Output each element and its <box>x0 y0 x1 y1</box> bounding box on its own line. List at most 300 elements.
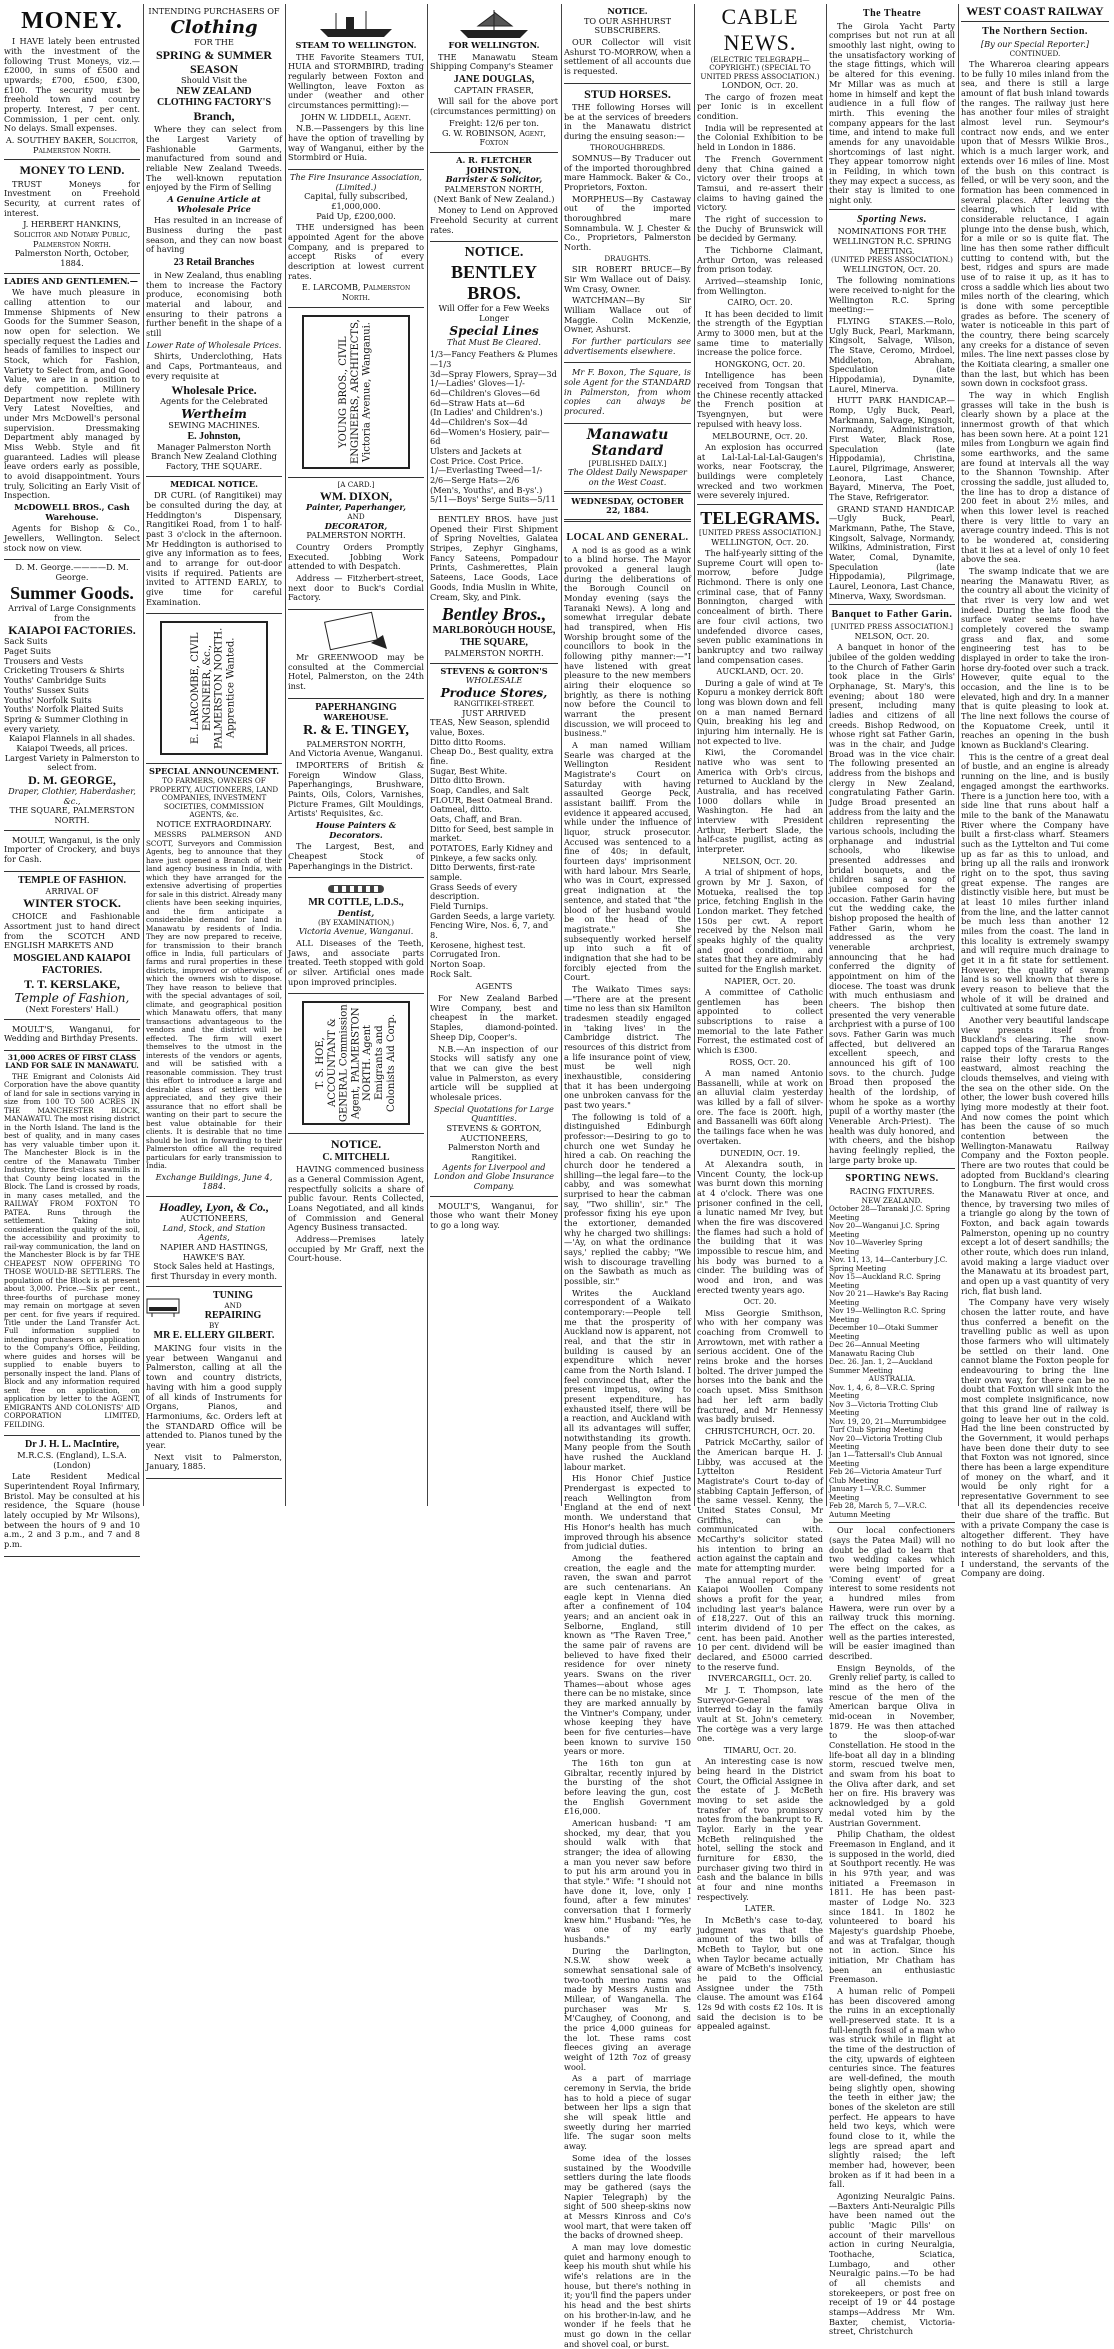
draughts: DRAUGHTS. <box>604 253 651 263</box>
kerslake-sub: Temple of Fashion, <box>14 990 130 1005</box>
banquet-section <box>829 609 955 1165</box>
wertheim-title: Wertheim <box>181 407 247 422</box>
collector-body: OUR Collector will visit Ashurst TO-MORROW, when a settlement of all accounts due is requested. <box>564 37 691 77</box>
dateline-christchurch: CHRISTCHURCH, Oct. 20. <box>704 1426 816 1436</box>
manawatu-body: THE Manawatu Steam Shipping Company's Steamer <box>430 51 558 72</box>
season: SEASON <box>189 61 239 76</box>
special-to: TO FARMERS, OWNERS OF PROPERTY, AUCTIONEERS, LAND COMPANIES, INVESTMENT SOCIETIES, COMMISSION AGENTS, &c. <box>149 776 279 820</box>
agents-line: Agents for the Celebrated <box>160 396 268 407</box>
local-p6: His Honor Chief Justice Prendergast is expected to reach Wellington from England at the end of next month. We understand that His Honor's health has much improved through his absence from judicial duties. <box>564 1473 691 1552</box>
tel-p6: A man named Antonio Bassanelli, while at work on an alluvial claim yesterday was killed by a fall of silver-ore. The face is 200ft. high, and Bassanelli was 60ft along the tailings face when he was overtaken. <box>697 1068 823 1146</box>
theatre-section <box>829 8 955 206</box>
rail-p4: This is the centre of a great deal of bustle, and an engine is already running on the line, and is busily engaged amongst the earthworks. There is a junction here too, with a side line that runs about half a mile to the bank of the Manawatu River where the Company have built a first-class wharf. Steamers such as the Lyttelton and Tui come up as far as this to unload, and bring up all the rails and ironwork right on to the spot, thus saving great expense. The ranges are distinctly visible here, but must be at least 10 miles further inland from the line, and the latter cannot be much less than another 12 miles from the coast. The land in this locality is extremely swampy and will require much drainage to get it in a fit state for settlement. However, the quality of swamp land is so well known that there is every reason to believe that the whole of it will be drained and cultivated at some future date. <box>961 751 1109 1014</box>
must-cleared: That Must Be Cleared. <box>447 336 541 347</box>
medical-body: DR CURL (of Rangitikei) may be consulted during the day, at Heddington's Dispensary, Rangitikei Road, from 1 to half-past 3 o'clock in the afternoon. Mr Heddington is authorised to give any information as to fees, and to arrange for out-door visits if required. Patients are invited to ATTEND EARLY, to give time for careful Examination. <box>146 490 282 607</box>
sg-addr: Palmerston North and Rangitikei. <box>447 1142 541 1162</box>
branch-body: Where they can select from the Largest Variety of Fashionable Garments, manufactured from sound and reliable New Zealand Tweeds. The well-known reputation enjoyed by the Firm of Selling <box>146 124 282 193</box>
rail-p2: The way in which English grasses will take in the bush is clearly shown by a place at the innermost growth of that which has been sown here. At a point 121 miles from Longburn we again find some earthworks, and the same are found at intervals all the way to the Shannon Township. After crossing the saddle, just alluded to, the line has to drop a distance of 200 feet in about 2½ miles, and when this lower level is reached there is very little to vary an average country indeed. This is not to be wondered at, considering that it lies at a level of only 10 feet above the sea. <box>961 389 1109 565</box>
sporting-title: Sporting News. <box>857 213 927 225</box>
telegrams-upa: [UNITED PRESS ASSOCIATION.] <box>699 528 821 538</box>
gilbert-name: MR E. ELLERY GILBERT. <box>153 1330 275 1342</box>
issue-date: WEDNESDAY, OCTOBER 22, 1884. <box>571 495 684 516</box>
dateline-ross: ROSS, Oct. 20. <box>729 1057 791 1067</box>
greenwood-advert <box>288 610 424 699</box>
bentley-body: BENTLEY BROS. have just Opened their First Shipment of Spring Novelties, Galatea Stripes, Zephyr Ginghams, Fancy Sateens, Pompadour Prints, Cashmerettes, Plain Sateens, Lace Goods, Lace Goods, India Muslin in White, Cream, Sky, and Pink. <box>430 514 558 602</box>
winter-stock: WINTER STOCK. <box>23 896 121 911</box>
cable-title: CABLE NEWS. <box>721 4 799 55</box>
johnston-advert <box>430 153 558 242</box>
conf-para: Our local confectioners (says the Patea Mail) will no doubt be glad to learn that two wedding cakes which were being imported for a 'Coming event' of great interest to some residents not a hundred miles from Hawera, were run over by a railway truck this morning. The effect on the cakes, as well as the parties interested, will be easier imagined than described. <box>829 1525 955 1662</box>
moult-advert-2 <box>4 1020 140 1051</box>
tingey-addr: PALMERSTON NORTH, <box>306 738 406 749</box>
notice-advert <box>564 4 691 84</box>
moult-text-1: MOULT, Wanganui, is the only Importer of Crockery, and buys for Cash. <box>4 834 140 865</box>
rail-p5: Another very beautiful landscape view presents itself from Buckland's clearing. The snow-capped tops of the Tararua Ranges raise their lofty crests to the eastward, almost reaching the clouds themselves, and vieing with the sea on the other side. On the other, the lower bush covered hills lying more modestly at their foot. And now comes the point which has been the cause of so much contention between the Wellington-Manawatu Railway Company and the Foxton people. There are two routes that could be adopted from Buckland's clearing to Longburn. The first would cross the Manawatu River at once, and thence, by traversing two miles of a triangle go along by the town of Foxton, and back again towards Palmerston, opening up no country except a lot of desert sandhills; the other route, which does run inland, avoid making a large viaduct over the Manawatu at its broadest part, and open up a vast quantity of very rich, flat bush land. <box>961 1014 1109 1296</box>
cable-news <box>697 4 823 501</box>
johnston-money: Money to Lend on Approved Freehold Security at current rates. <box>430 205 558 235</box>
greenwood-body: Mr GREENWOOD may be consulted at the Commercial Hotel, Palmerston, on the 24th inst. <box>288 651 424 691</box>
sporting-section <box>829 214 955 602</box>
should-visit: Should Visit the <box>180 74 248 85</box>
cable-p1: The cargo of frozen meat per Ionic is in excellent condition. <box>697 91 823 122</box>
sporting2-title: SPORTING NEWS. <box>845 1173 939 1185</box>
tel-p11: Mr J. T. Thompson, late Surveyor-General was interred to-day in the family vault at St. John's cemetery. The cortège was a very large one. <box>697 1684 823 1744</box>
tingey-stock: The Largest, Best, and Cheapest Stock of Paperhangings in the District. <box>288 841 424 871</box>
produce-list: TEAS, New Season, splendid value, Boxes. Ditto ditto Rooms. Cheap Do., Best quality, extra fine. Sugar, Best White. Ditto ditto Brown. Soap, Candles, and Salt FLOUR, Best Oatmeal Brand. Oatmeal, ditto. Oats, Chaff, and Bran. Ditto for Seed, best sample in market. POTATOES, Early Kidney and Pinkeye, a few sacks only. Ditto Derwents, first-rate sample. Grass Seeds of every description. Field Turnips. Garden Seeds, a large variety. Fencing Wire, Nos. 6, 7, and 8. Kerosene, highest test. Corrugated Iron. Norton Soap. Rock Salt. <box>430 717 556 979</box>
tingey-name: R. & E. TINGEY, <box>303 723 409 739</box>
local-p4: The following is told of a distinguished Edinburgh professor:—Desiring to go to church one wet Sunday he hired a cab. On reaching the church door he tendered a shilling—the legal fare—to the cabby, and was somewhat surprised to hear the cabman say, "Two shillin', sir." The professor fixing his eye upon the extortioner, demanded why he charged two shillings:—'Ay, on what the ordinance says,' replied the cabby; "We wish to discourage travelling on the Sawbath as much as possible, sir." <box>564 1111 691 1287</box>
stud-title: STUD HORSES. <box>584 86 671 101</box>
shirts-line: Shirts, Underclothing, Hats and Caps, Portmanteaus, and every requisite at <box>146 351 282 381</box>
tel-p9: Patrick McCarthy, sailor of the American barque H. J. Libby, was accused at the Lyttelton Resident Magistrate's Court to-day of stabbing Captain Jefferson, of the same vessel. Kenny, the United States Consul, Mr Griffiths, can be communicated with. McCarthy's solicitor stated his intention to bring an action against the captain and mate for attempting murder. <box>697 1437 823 1574</box>
agents-title: AGENTS <box>475 981 513 992</box>
continued: CONTINUED. <box>1009 48 1061 58</box>
macintire-sub: M.R.C.S. (England), L.S.A. (London) <box>17 1450 127 1470</box>
for-wellington: FOR WELLINGTON. <box>448 40 540 50</box>
bentley-advert <box>430 242 558 510</box>
wholesale: WHOLESALE <box>465 675 523 686</box>
rangitikei-street: RANGITIKEI-STREET. <box>453 699 535 709</box>
quotations: Special Quotations for Large Quantities. <box>434 1103 554 1124</box>
local-p8: The 16th ton gun at Gibraltar, recently injured by the bursting of the shot before leaving the gun, cost the English Government £16,000. <box>564 1757 691 1817</box>
hoe-frame <box>302 1001 410 1125</box>
branch-title: Branch, <box>193 109 235 124</box>
sport-p1: The following nominations were received to-night for the Wellington R.C. Spring meeting:— <box>829 275 955 315</box>
fire-sign: E. LARCOMB, Palmerston North. <box>301 282 411 303</box>
temple-body: CHOICE and Fashionable Assortment just to hand direct from the SCOTCH AND ENGLISH MARKETS AND <box>4 911 140 951</box>
ladies-advert <box>4 274 140 561</box>
repairing-title: REPAIRING <box>204 1310 262 1322</box>
ladies-sign: McDOWELL BROS., Cash Warehouse. <box>14 502 130 522</box>
cable-sub: (ELECTRIC TELEGRAPH—COPYRIGHT.) (SPECIAL TO UNITED PRESS ASSOCIATION.) <box>700 54 820 81</box>
stud-body: THE following Horses will be at the services of breeders in the Manawatu district during the ensuing season:— <box>564 101 691 141</box>
marlborough: MARLBOROUGH HOUSE, <box>432 625 556 637</box>
dateline-nelson-2: NELSON, Oct. 20. <box>854 631 930 641</box>
banquet-body: A banquet in honor of the jubilee of the golden wedding to the Church of Father Garin took place in the Girls' Orphanage, St. Mary's, this evening; about 180 were present, including many ladies and citizens of all creeds. Bishop Redwood, on whose right sat Father Garin, was in the chair, and Judge Broad was in the vice chair. The following presented an address from the bishops and clergy in New Zealand, congratulating Father Garin. Judge Broad presented an address from the laity and the children representing the various schools, including the orphanage and industrial schools, who likewise presented addresses and bridal bouquets, and the children sang a song of jubilee composed for the occasion. Father Garin having cut the wedding cake, the bishop proposed the health of Father Garin, whom he addressed as the very venerable archpriest, announcing that he had conferred the dignity of appointment on him of the diocese. The toast was drunk with much enthusiasm and cheers. The bishop then presented the very venerable archpriest with a purse of 100 sovs. Father Garin was much affected, but delivered an excellent speech, and announced his gift of 100 sovs. to the church. Judge Broad then proposed the health of the lordship, of whom he spoke as a worthy pupil of a worthy master (the Venerable Arch-Priest). The health was duly honored, and with cheers, and the bishop having feelingly replied, the large party broke up. <box>829 642 955 1165</box>
tuning-title: TUNING <box>212 1289 253 1301</box>
dateline-london: LONDON, Oct. 20. <box>721 81 799 91</box>
fire-capital: Capital, fully subscribed, £1,000,000. <box>304 191 408 212</box>
lend-date: Palmerston North, October, 1884. <box>14 248 130 268</box>
telegrams <box>697 508 823 2032</box>
noms-title: NOMINATIONS FOR THE WELLINGTON R.C. SPRING MEETING. <box>832 226 952 256</box>
fixtures-nz: October 28—Taranaki J.C. Spring Meeting Nov 20—Wanganui J.C. Spring Meeting Nov 10—Waverley Spring Meeting Nov. 11, 13, 14—Canterbury J.C. Spring Meeting Nov 15—Auckland R.C. Spring Meeting Nov 20 21—Hawke's Bay Racing Meeting Nov 19—Wellington R.C. Spring Meeting December 10—Otaki Summer Meeting Dec 26—Annual Meeting Manawatu Racing Club Dec. 26. Jan. 1, 2—Auckland Summer Meeting <box>829 1204 951 1375</box>
local-p12: Some idea of the losses sustained by the Woodville settlers during the late floods may be gathered (says the Napier Telegraph) by the sight of 500 sheep-skins now at Messrs Kinross and Co's wool mart, that were taken off the backs of drowned sheep. <box>564 2152 691 2241</box>
hoe-card <box>288 994 424 1134</box>
tuning-advert <box>146 1287 282 1479</box>
dixon-name: WM. DIXON, <box>319 489 393 504</box>
racing-section <box>829 1173 955 1519</box>
published: [PUBLISHED DAILY.] <box>588 458 667 468</box>
tel-p3: Kiwi, the Coromandel native who was sent to America with Orb's circus, returned to Auckland by the Australia, and has received 1000 dollars while in Washington. He had an interview with President Arthur, Herbert Slade, the half-caste pugilist, acting as interpreter. <box>697 747 823 855</box>
local-p10: During the Darlington, N.S.W. show week a somewhat sensational sale of two-tooth merino rams was made by Messrs Austin and Millear, of Wanganella. The purchaser was Mr S. M'Caughey, of Coonong, and the price 4,000 guineas for the lot. These rams cost fleeces giving an average weight of 12th 7oz of greasy wool. <box>564 1945 691 2072</box>
rail-p1: The Whareroa clearing appears to be fully 10 miles inland from the sea, and there is still a large amount of flat bush inland towards the ranges. The railway just here has another four miles of straight almost level run. Seymour's contract now ends, and we enter upon that of Messrs Wilkie Bros., which is a much larger work, and extends over 16 miles of line. Most of the bush on this contract is felled, or will be very soon, and the formation has been commenced in several places. After leaving the clearing, which I did with considerable reluctance, I again plunge into the dense bush, which, for a mile or so is quite flat. The line has then some rather difficult cutting to contend with, but the best, ridges and spurs are made use of to raise it up, as it has to cross a saddle which lies about two miles north of the clearing, which is done with some perceptible grades as before. The scenery of water is noticeable in this part of the country, there being scarcely any creeks for a distance of seven miles. The line next passes close by the Koitiata clearing, a smaller one than the last, but which has been sown down in cocksfoot grass. <box>961 59 1109 389</box>
acres-body: THE Emigrant and Colonists Aid Corporation have the above quantity of land for sale in sections varying in size from 100 TO 500 ACRES IN THE MANCHESTER BLOCK, MANAWATU. The most rising district in the North Island. The land is the best of quality, and in many cases has very valuable timber upon it. The Manchester Block is in the centre of the Manawatu Timber Industry, three first-class sawmills in that County being located in the Block. The Land is crossed by roads, in many cases metalled, and the RAILWAY FROM FOXTON TO PATEA. Runs through the settlement. Taking into consideration the quality of the soil, the accessibility and proximity to rail-way communication, the land on the Manchester Block is by far THE CHEAPEST NOW OFFERING TO THOSE WOULD-BE SETTLERS. The population of the Block is at present about 3,000. Price.—Six per cent., three-fourths of purchase money may remain on mortgage at seven per cent. for five years if required. Title under the Land Transfer Act. Full information supplied to intending purchasers on application to the Company's Office, Feilding, where guides and horses will be supplied to enable buyers to personally inspect the land. Plans of Block and any information required sent free on application, on application by letter to the AGENT, EMIGRANTS AND COLONISTS' AID CORPORATION LIMITED, FEILDING. <box>4 1071 140 1429</box>
napier-line: NAPIER AND HASTINGS, HAWKE'S BAY. <box>160 1242 268 1262</box>
steam-advert <box>288 4 424 170</box>
own-reporter: [By our Special Reporter.] <box>980 38 1090 49</box>
gilbert-next: Next visit to Palmerston, January, 1885. <box>146 1451 282 1472</box>
dateline-invercargill: INVERCARGILL, Oct. 20. <box>708 1674 812 1684</box>
special-addr: Exchange Buildings, June 4, 1884. <box>155 1171 273 1192</box>
fire-title: The Fire Insurance Association, (Limited.) <box>290 172 422 192</box>
moult-advert-3 <box>430 1197 558 1237</box>
notice-extra: NOTICE EXTRAORDINARY. <box>156 818 272 829</box>
larcombe-text: E. LARCOMBE, CIVIL ENGINEER, &c., PALMERSTON NORTH. Apprentice Wanted. <box>190 627 237 750</box>
cable-p4: The right of succession to the Duchy of Brunswick will be decided by Germany. <box>697 213 823 244</box>
tingey-advert <box>288 699 424 879</box>
summer-list: Sack Suits Paget Suits Trousers and Vests Cricketing Trousers & Shirts Youths' Cambridge Suits Youths' Sussex Suits Youths' Norfolk Suits Youths' Norfolk Plaited Suits Spring & Summer Clothing in every variety. <box>4 636 129 734</box>
cable-p8: Intelligence has been received from Tongsan that the Chinese recently attacked the French position at Tsyengnyen, but were repulsed with heavy loss. <box>697 370 823 429</box>
land-agents: Land, Stock, and Station Agents, <box>162 1222 266 1243</box>
stevens-title: STEVENS & GORTON'S <box>440 665 548 676</box>
jane-advert <box>430 4 558 153</box>
relic-para: A human relic of Pompeii has been discovered among the ruins in an exceptionally well-preserved state. It is a full-length fossil of a man who was struck while in flight at the time of the destruction of the city, upwards of eighteen centuries since. The features are well-defined, the mouth being slightly open, showing the teeth in either jaw; the bones of the skeleton are still perfect. He appears to have held two keys, which were found close to it, while the legs are spread apart and slightly raised; the left member had, however, been broken as if it had been in a fall. <box>829 1985 955 2190</box>
column-rule <box>826 4 827 1506</box>
agent-note-text: Mr F. Boxon, The Square, is sole Agent for the STANDARD in Palmerston, from whom copies can always be procured. <box>564 367 691 416</box>
lend-body: TRUST Moneys for Investment on Freehold Security, at current rates of interest. <box>4 178 140 218</box>
tel-p13: In McBeth's case to-day, judgment was that the amount of the two bills of McBeth to Taylor, but one when Taylor became actually aware of McBeth's insolvency, he paid to the Official Assignee under the 75th clause. The amount was £164 12s 9d with costs £2 10s. It is said the decision is to be appealed against. <box>697 1914 823 2032</box>
mitchell-body: HAVING commenced business as a General Commission Agent, respectfully solicits a share of public favour. Rents Collected, Loans Negotiated, and all kinds of Commission and General Agency Business transacted. <box>288 1164 424 1233</box>
special-lines: Special Lines <box>449 323 539 338</box>
tingey-addr2: And Victoria Avenue, Wanganui. <box>289 748 423 759</box>
captain: CAPTAIN FRASER, <box>454 84 534 95</box>
agents-body: For New Zealand Barbed Wire Company, best and cheapest in the market. Staples, diamond-pointed. Sheep Dip, Cooper's. <box>430 993 558 1042</box>
hoe-text: T. S. HOE, ACCOUNTANT & GENERAL Commission Agent, PALMERSTON NORTH. Agent Emigrants and Colonists Aid Corp. <box>314 1004 397 1123</box>
local-general <box>564 532 691 2349</box>
local-p13: A man may love domestic quiet and harmony enough to keep his mouth shut while his wife's relations are in the house, but there's nothing in it; you'll find the papers under his head and the best shirts on his brother-in-law, and he wonder if he feels that he must go down in the cellar and shovel coal, or burst. <box>564 2241 691 2349</box>
fire-advert <box>288 170 424 308</box>
money-sign: A. SOUTHEY BAKER, Solicitor, Palmerston North. <box>5 135 139 155</box>
cottle-body: ALL Diseases of the Teeth, Jaws, and associate parts treated. Teeth stopped with gold or silver. Artificial ones made upon improved principles. <box>288 938 424 987</box>
banquet-upa: [UNITED PRESS ASSOCIATION.] <box>831 622 953 632</box>
sailing-ship-icon <box>430 7 558 41</box>
stud-advert <box>564 84 691 364</box>
macintire-title: Dr J. H. L. MacIntire, <box>24 1439 120 1451</box>
sport-upa: (UNITED PRESS ASSOCIATION.) <box>831 255 953 265</box>
column-4 <box>430 4 558 1506</box>
telegrams-title: TELEGRAMS. <box>700 507 820 528</box>
bentley-pn: PALMERSTON NORTH. <box>444 648 544 658</box>
larcombe-card <box>146 614 282 764</box>
bentley-notice: NOTICE. <box>464 245 524 261</box>
bentley-script: Bentley Bros., <box>441 604 547 625</box>
young-card <box>288 308 424 478</box>
retail-title: 23 Retail Branches <box>173 257 255 269</box>
retail-body: in New Zealand, thus enabling them to increase the Factory produce, economising both material and labour, and ensuring to their patrons a further benefit in the shape of a still <box>146 269 282 338</box>
warehouse: WAREHOUSE. <box>323 712 389 723</box>
steam-nb: N.B.—Passengers by this line have the option of travelling by way of Wanganui, either by the Stormbird or Huia. <box>288 123 424 163</box>
ladies-agents: Agents for Bishop & Co., Jewellers, Wellington. Select stock now on view. <box>4 523 140 553</box>
sport-p4: GRAND STAND HANDICAP.—Ugly Buck, Pearl, Markmann, Pathe, The Stave, Kingsolt, Salvage, Normandy, Wilkins, Administration, First Water, Comal, Dynamite, Speculation (late Hippodamia), Pilgrimage, Laurel, Leonora, Last Chance, Minerva, Waxy, Swordsman. <box>829 503 955 601</box>
column-6 <box>697 4 823 2032</box>
temple-title: TEMPLE OF FASHION. <box>17 874 127 886</box>
summer-title: Summer Goods. <box>10 582 134 603</box>
tel-p7: At Alexandra south, in Vincent County, the lock-up was burnt down this morning at 4 o'clock. There was one prisoner confined in the cell, a lunatic named Mr Ivey, but when the fire was discovered the flames had such a hold of the building that it was impossible to rescue him, and his body was burned to a cinder. The building was of wood and iron, and was erected twenty years ago. <box>697 1158 823 1295</box>
moult-advert-1 <box>4 831 140 872</box>
jane-body: Will sail for the above port (circumstances permitting) on <box>430 96 558 117</box>
local-p11: As a part of marriage ceremony in Servia, the bride has to hold a piece of sugar between her lips a sign that she will speak little and sweetly during her married life. The sugar soon melts away. <box>564 2073 691 2152</box>
jane-name: JANE DOUGLAS, <box>453 74 535 86</box>
fire-body: THE undersigned has been appointed Agent for the above Company, and is prepared to accept Risks of every description at lowest current rates. <box>288 222 424 281</box>
further: For further particulars see advertisements elsewhere. <box>564 335 691 356</box>
produce-nb: N.B.—An inspection of our Stocks will satisfy any one that we can give the best value in Palmerston, as every article will be supplied at wholesale prices. <box>430 1043 558 1102</box>
steam-body: THE Favorite Steamers TUI, HUIA and STORMBIRD, trading regularly between Foxton and Wellington, leave Foxton as under (weather and other circumstances permitting):— <box>288 51 424 111</box>
genuine-body: Has resulted in an increase of Business during the past season, and they can now boast of having <box>146 215 282 255</box>
lend-sign: J. HERBERT HANKINS, Solicitor and Notary Public, Palmerston North. <box>13 219 131 249</box>
kaiapoi-title: KAIAPOI FACTORIES. <box>8 623 136 638</box>
dateline-hongkong: HONGKONG, Oct. 20. <box>714 360 806 370</box>
theatre-title: The Theatre <box>862 8 922 19</box>
racing-title: RACING FIXTURES. <box>849 1186 935 1197</box>
lend-title: MONEY TO LEND. <box>19 163 125 178</box>
spring-summer: SPRING & SUMMER <box>156 47 272 62</box>
column-7 <box>829 4 955 2337</box>
philip-para: Philip Chatham, the oldest Freemason in England, and it is supposed in the world, died at Southport recently. He was in his 97th year, and was initiated a Freemason in 1811. He has been past-master of Lodge No. 323 since 1841. In 1802 he volunteered to board his Majesty's guardship Phoebe, and was at Trafalgar, though not in action. Since his initiation, Mr Chatham has been an enthusiastic Freemason. <box>829 1829 955 1985</box>
cable-p2: India will be represented at the Colonial Exhibition to be held in London in 1886. <box>697 122 823 153</box>
sir-robert: SIR ROBERT BRUCE—By Sir Wm Wallace out of Daisy. Wm Crasy, Owner. <box>564 264 691 294</box>
column-rule <box>958 4 959 1506</box>
ensign-para: Ensign Beynolds, of the Grenly relief party, is called to mind as the hero of the rescue of the men of the American barque Oliva in mid-ocean in November, 1879. He was then attached to the sloop-of-war Constellation. He stood in the life-boat all day in a blinding storm, rescued twelve men, and swam from his boat to the Oliva after dark, and set her on fire. His bravery was acknowledged by a gold medal voted him by the Austrian Government. <box>829 1662 955 1828</box>
macintire-body: Late Resident Medical Superintendent Royal Infirmary, Bristol. May be consulted at his residence, the Square (house lately occupied by Mr Wilsons), between the hours of 9 and 10 a.m., 2 and 3 p.m., and 7 and 8 p.m. <box>4 1471 140 1550</box>
standard-title: Manawatu Standard <box>586 426 669 460</box>
sg-auctioneers: STEVENS & GORTON, AUCTIONEERS, <box>446 1122 542 1143</box>
the-square: THE SQUARE, <box>460 637 528 649</box>
cottle-name: MR COTTLE, L.D.S., <box>308 897 404 909</box>
hoadley-name: Hoadley, Lyon, & Co., <box>158 1199 270 1214</box>
column-rule <box>143 4 144 1506</box>
dentist-card-image <box>288 613 424 651</box>
notice-title: NOTICE. <box>607 6 648 16</box>
by-word: BY <box>209 1320 219 1330</box>
morpheus: MORPHEUS—By Castaway out of the imported thoroughbred mare Somnambula. W. J. Chester & Co., Proprietors, Palmerston North. <box>564 193 691 253</box>
and-word: AND <box>224 1300 242 1310</box>
dateline-auckland: AUCKLAND, Oct. 20. <box>716 667 804 677</box>
factory-title: CLOTHING FACTORY'S <box>156 97 272 109</box>
dmg-name: D. M. GEORGE, <box>28 772 116 787</box>
cable-p6: Arrived—steamship Ionic, from Wellington. <box>697 275 823 296</box>
agents-liverpool: Agents for Liverpool and London and Globe Insurance Company. <box>434 1161 554 1191</box>
temple-advert <box>4 872 140 1020</box>
mosgiel: MOSGIEL AND KAIAPOI FACTORIES. <box>13 953 131 976</box>
auctioneers: AUCTIONEERS, <box>180 1213 248 1224</box>
banquet-title: Banquet to Father Garin. <box>831 609 953 621</box>
summer-body: Arrival of Large Consignments from the <box>8 602 136 623</box>
column-rule <box>285 4 286 1506</box>
dixon-addr: PALMERSTON NORTH. <box>306 530 406 541</box>
ladies-body: We have much pleasure in calling attention to our Immense Shipments of New Goods for the Summer Season, now open for selection. We specially request the Ladies and heads of families to inspect our Stock, which for Fashion, Variety to Select from, and Good Value, we are in a position to defy competition. Millinery Department now replete with Very Latest Novelties, and under Mrs McDowell's personal supervision. Dressmaking Department ably managed by Miss Webb. Style and fit guaranteed. Ladies will please leave orders early as possible, to avoid disappointment. Yours truly, Soliciting an Early Visit of Inspection. <box>4 287 140 501</box>
clothing-advert <box>146 4 282 477</box>
column-1 <box>4 4 140 1550</box>
dateline-melbourne: MELBOURNE, Oct. 20. <box>712 431 808 441</box>
money-title: MONEY. <box>21 8 123 34</box>
bentley-advert-2 <box>430 510 558 664</box>
somnus: SOMNUS—By Traducer out of the imported thoroughbred mare Hammock. Baker & Co., Proprietors, Foxton. <box>564 153 691 193</box>
summer-flannels: Kaiapoi Flannels in all shades. Kaiapoi Tweeds, all prices. <box>8 733 136 753</box>
rail-p3: The swamp indicate that we are nearing the Manawatu River, as the country all about the vicinity of that river is very low and wet indeed. During the late flood the surface water seems to have completely covered the swamp grass and flax, and some engineering test has to be displayed in order to take the iron-horse dry-footed over such a track. However, quite equal to the occasion, and the line is to be elevated, high and dry. In a manner that is quite pleasing to look at. The line next follows the course of the Kopuatome Creek, until it reaches an opening in the bush known as Buckland's Clearing. <box>961 566 1109 751</box>
tel-p8: Miss Georgie Smithson, who with her company was coaching from Cromwell to Arrowtown, met with rather a serious accident. One of the reins broke and the horses bolted. The driver jumped the horses into the bank and the coach upset. Miss Smithson had her left arm badly fractured, and Mr Hennessy was badly bruised. <box>697 1307 823 1425</box>
hoadley-advert <box>146 1197 282 1287</box>
acres-title: 31,000 ACRES OF FIRST CLASS LAND FOR SALE IN MANAWATU. <box>5 1052 139 1071</box>
dixon-advert <box>288 478 424 610</box>
for-the: FOR THE <box>194 36 234 47</box>
cottle-advert <box>288 878 424 994</box>
rail-p6: The Company have very wisely chosen the latter route, and have thus conferred a benefit on the travelling public as well as upon those farmers who will ultimately be settled on their land. One cannot blame the Foxton people for endeavouring to bring the line their own way, for there can be no doubt that Foxton will sink into the most complete insignificance, now that this grand line of railway is going to leave her out in the cold. Had the line been constructed by the Government, it would perhaps have been done their duty to see that Foxton was not ignored, since there has been a large expenditure of money on the wharf, and it would be only right for a representative Government to see that all its dependencies receive their due share of the traffic. But with a private Company the case is altogether different. They have nothing to do but look after the interests of shareholders, and this, I understand, the servants of the Company are doing. <box>961 1297 1109 1579</box>
special-body: MESSRS PALMERSON AND SCOTT, Surveyors and Commission Agents, beg to announce that they have just opened a Branch of their land agency business in India, with which they have arranged for the extensive advertising of properties for sale in this district. Already many clients have been seeking inquiries, and the firm anticipate a considerable demand for land in Manawatu by residents of India. They are now prepared to receive, for transmission to their branch office in India, full particulars of farms and rural properties in these districts, improved or otherwise, of which the owners wish to dispose. They have reason to believe that with the special advantages of soil, climate, and geographical position which Manawatu offers, that many transactions advantageous to the vendors and the district will be effected. The firm will exert themselves to the utmost in the interests of the vendors or agents, and will be satisfied with a reasonable commission. They trust this effort to introduce a large and desirable class of settlers will be appreciated, and they give their assurance that no effort shall be wanting on their part to secure the best value obtainable for their clients. It is desirable that no time should be lost in forwarding to their Palmerston office all the required particulars for early transmission to India. <box>146 830 282 1171</box>
to-subscribers: TO OUR ASHHURST SUBSCRIBERS. <box>583 15 672 36</box>
cable-p9: An explosion has occurred at Lal-Lal-Lal-Lal-Gaugen's works, near Footscray, the buildings were completely wrecked and two workmen were severely injured. <box>697 441 823 501</box>
dmg-addr: THE SQUARE, PALMERSTON NORTH. <box>9 805 135 826</box>
card-label: [A CARD.] <box>337 479 375 489</box>
money-advert <box>4 4 140 160</box>
local-p2: A man named William Searle was charged at the Wellington Resident Magistrate's Court on Saturday with having assaulted George Peck, assistant bailiff. From the evidence it appeared accused, while under the influence of liquor, struck prosecutor. Accused was sentenced to a fine of 40s; in default, fourteen days' imprisonment with hard labour. Mrs Searle, who was in Court, expressed great indignation at the sentence, and stated that "the blood of her husband would be on the head of the magistrate." She subsequently worked herself up into such a fit of indignation that she had to be forcibly ejected from the Court. <box>564 740 691 983</box>
lower-rate: Lower Rate of Wholesale Prices. <box>146 339 282 350</box>
local-title: LOCAL AND GENERAL. <box>566 531 689 543</box>
macintire-advert <box>4 1436 140 1557</box>
railway-header: WEST COAST RAILWAY <box>966 4 1104 18</box>
mitchell-advert <box>288 1134 424 1270</box>
steamer-icon <box>288 7 424 41</box>
mitchell-name: C. MITCHELL <box>322 1151 390 1163</box>
watchman: WATCHMAN—By Sir William Wallace out of Maggie. Colin McKenzie, Owner, Ashurst. <box>564 295 691 335</box>
freight: Freight: 12/6 per ton. <box>449 117 539 128</box>
dateline-dunedin: DUNEDIN, Oct. 19. <box>719 1148 801 1158</box>
dixon-trade: Painter, Paperhanger, <box>306 502 406 513</box>
summer-advert <box>4 560 140 830</box>
manager-line: Manager Palmerston North Branch New Zealand Clothing Factory, THE SQUARE. <box>151 441 277 472</box>
tel-p2: During a gale of wind at Te Kopuru a monkey derrick 80ft long was blown down and fell on a man named Bernard Quin, breaking his leg and injuring him internally. He is not expected to live. <box>697 677 823 746</box>
decorator: DECORATOR, <box>324 520 388 531</box>
dateline-oct20: Oct. 20. <box>743 1297 777 1307</box>
johnston-name: A. R. FLETCHER JOHNSTON, <box>456 154 532 175</box>
moult-text-3: MOULT'S, Wanganui, for those who want their Money to go a long way. <box>430 1200 558 1230</box>
summer-variety: Largest Variety in Palmerston to select from. <box>4 752 140 773</box>
money-body: I HAVE lately been entrusted with the investment of the following Trust Moneys, viz.— £2000, in sums of £500 and upwards; £700, £500, £300, £100. The security must be freehold town and country property. Interest, 7 per cent. Commission, 1 per cent. only. No delays. Small expenses. <box>4 36 140 134</box>
sport-p2: FLYING STAKES.—Rolo, Ugly Buck, Pearl, Markmann, Kingsolt, Salvage, Wilson, The Stave, Ceromo, Mirdoel, Middleton, Abraham, Speculation (late Hippodamia), Dynamite, Laurel, Minerva. <box>829 315 955 394</box>
column-5 <box>564 4 691 2349</box>
column-3 <box>288 4 424 1506</box>
sport-p3: HUTT PARK HANDICAP.—Romp, Ugly Buck, Pearl, Markmann, Salvage, Kingsolt, Normandy, Administration, First Water, Black Rose, Speculation (late Hippodamia), Christina, Laurel, Pilgrimage, Answerer, Leonora, Last Chance, Bayard, Minerva, The Poet, The Stave, Refrigerator. <box>829 395 955 503</box>
dmg-trade: Draper, Clothier, Haberdasher, &c., <box>8 786 136 806</box>
northern-title: The Northern Section. <box>982 26 1088 38</box>
exam-line: (BY EXAMINATION,) <box>317 917 394 927</box>
tel-p1: The half-yearly sitting of the Supreme Court will open to-morrow, before Judge Richmond. There is only one criminal case, that of Fanny Bonnington, charged with concealment of birth. There are four civil actions, two undefended divorce cases, seven public examinations in bankruptcy and two railway land compensation cases. <box>697 548 823 665</box>
moult-text-2: MOULT'S, Wanganui, for Wedding and Birthday Presents. <box>4 1023 140 1044</box>
notice-title: NOTICE. <box>330 1137 382 1152</box>
gilbert-body: MAKING four visits in the year between Wanganui and Palmerston, calling at all the town and country districts, having with him a good supply of all kinds of Instruments for Organs, Pianos, and Harmoniums, &c. Orders left at the STANDARD Office will be attended to. Pianos tuned by the year. <box>146 1343 282 1450</box>
fixtures-au: Nov. 1, 4, 6, 8—V.R.C. Spring Meeting Nov 3—Victoria Trotting Club Meeting Nov. 19, 20, 21—Murrumbidgee Turf Club Spring Meeting Nov 20—Victoria Trotting Club Meeting Jan 1—Tattersall's Club Annual Meeting Feb 26—Victoria Amateur Turf Club Meeting January 1—V.R.C. Summer Meeting Feb 28, March 5, 7—V.R.C. Autumn Meeting <box>829 1382 947 1519</box>
dateline-wellington: WELLINGTON, Oct. 20. <box>711 537 809 547</box>
local-p9: American husband: "I am shocked, my dear, that you should walk with that stranger; the idea of allowing a man you never saw before to put his arm around you in that style." Wife: "I should not have done it, love, only I found, after a few minutes' conversation that I formerly knew him." Husband: "Yes, he was one of my early husbands." <box>564 1817 691 1945</box>
nz-title: NEW ZEALAND <box>176 85 252 97</box>
piano-icon <box>146 1295 180 1317</box>
dateline-nelson: NELSON, Oct. 20. <box>722 856 798 866</box>
wholesale-title: Wholesale Price. <box>171 383 257 398</box>
liddell-sign: JOHN W. LIDDELL, Agent. <box>301 111 411 122</box>
johnston-pn: PALMERSTON NORTH, <box>444 183 544 194</box>
tingey-body: IMPORTERS of British & Foreign Window Glass, Paperhangings, Brushware, Paints, Oils, Colors, Varnishes, Picture Frames, Gilt Mouldings, Artists' Requisites, &c. <box>288 759 424 819</box>
sewing-title: SEWING MACHINES. <box>168 420 260 431</box>
local-p7: Among the feathered creation, the eagle and the raven, the swan and parrot are such centenarians. An eagle kept in Vienna died after a confinement of 104 years; and an ancient oak in Selborne, England, still known as "The Raven Tree," the same pair of ravens are believed to have fixed their residence for over ninety years. Swans on the river Thames—about whose ages there can be no mistake, since they are marked annually by the Vintner's Company, under whose keeping they have been for five centuries—have been known to survive 150 years or more. <box>564 1552 691 1757</box>
stock-sales: Stock Sales held at Hastings, first Thursday in every month. <box>150 1261 278 1282</box>
produce-stores: Produce Stores, <box>440 686 548 701</box>
aus-head: AUSTRALIA. <box>868 1374 916 1384</box>
dateline-later: LATER. <box>744 1904 776 1914</box>
cottle-addr: Victoria Avenue, Wanganui. <box>298 926 414 937</box>
acres-advert <box>4 1051 140 1436</box>
dateline-cairo: CAIRO, Oct. 20. <box>727 298 793 308</box>
column-rule <box>427 4 428 1506</box>
masthead <box>564 424 691 528</box>
cable-p5: The Tichborne Claimant, Arthur Orton, was released from prison today. <box>697 244 823 275</box>
column-rule <box>694 4 695 1506</box>
lend-advert <box>4 160 140 273</box>
bentley-lines: 1/3—Fancy Feathers & Plumes—1/3 3d—Spray Flowers, Spray—3d 1/—Ladies' Gloves—1/- 6d—Children's Gloves—6d 6d—Straw Hats at—6d (In Ladies' and Children's.) 4d—Children's Sox—4d 6d—Women's Hosiery, pair—6d Ulsters and Jackets at Cost Price. Cost Price. 1/—Everlasting Tweed—1/- 2/6—Serge Hats—2/6 (Men's, Youths', and B-ys'.) 5/11—Boys' Serge Suits—5/11 <box>430 349 558 505</box>
dateline-timaru: TIMARU, Oct. 20. <box>723 1745 797 1755</box>
tel-p12: An interesting case is now being heard in the District Court, the Official Assignee in the estate of J. McBeth moving to set aside the transfer of two promissory notes from the bankrupt to R. Taylor. Early in the year McBeth relinquished the hotel, selling the stock and furniture for £830, the purchaser giving two third in cash and the balance in bills at four and nine months respectively. <box>697 1756 823 1902</box>
special-title: SPECIAL ANNOUNCEMENT. <box>148 766 280 777</box>
dixon-addr2: Address — Fitzherbert-street, next door to Buck's Cordial Factory. <box>288 572 424 603</box>
steam-title: STEAM TO WELLINGTON. <box>295 40 417 50</box>
dixon-and: AND <box>347 512 365 522</box>
just-arrived: JUST ARRIVED <box>462 707 526 718</box>
fire-paid: Paid Up, £200,000. <box>316 210 396 221</box>
larcombe-frame <box>160 621 268 755</box>
genuine-title: A Genuine Article at Wholesale Price <box>167 194 261 214</box>
barrister: Barrister & Solicitor, <box>445 174 543 185</box>
mitchell-addr: Address—Premises lately occupied by Mr Graff, next the Court-house. <box>288 1234 424 1264</box>
bentley-title: BENTLEY BROS. <box>450 261 538 303</box>
medical-advert <box>146 477 282 615</box>
special-advert <box>146 764 282 1196</box>
bentley-sub: Will Offer for a Few Weeks Longer <box>438 303 550 323</box>
theatre-body: The Girola Yacht Party comprises but not run at all smoothly last night, owing to the unsatisfactory working of the stage fittings, which will be altered for this evening. Mr Millar was as much at home in himself and kept the audience in a full flow of mirth. This evening the company appears for the last time, and intend to make full amends for any unavoidable shortcomings of last night. They appear tomorrow night in Feilding, in which town they may expect a success, as their stay is limited to one night only. <box>829 20 955 205</box>
kerslake-addr: (Next Foresters' Hall.) <box>25 1003 119 1014</box>
medical-title: MEDICAL NOTICE. <box>170 478 258 489</box>
stevens-advert <box>430 664 558 1197</box>
cable-p7: It has been decided to limit the strength of the Egyptian Army to 3000 men, but at the same time to materially increase the police force. <box>697 308 823 358</box>
house-painters: House Painters & Decorators. <box>315 820 397 840</box>
local-p3: The Waikato Times says:—"There are at the present time no less than six Hamilton tradesmen steadily engaged in 'taking lives' in the Cambridge district. The resources of this district from a life insurance point of view, must be well nigh inexhaustible, considering that it has been undergoing one unbroken canvass for the past two years." <box>564 983 691 1110</box>
paper-title: PAPERHANGING <box>315 701 397 713</box>
intending: INTENDING PURCHASERS OF <box>148 6 280 16</box>
column-2 <box>146 4 282 1506</box>
clothing-title: Clothing <box>170 16 258 38</box>
young-frame <box>302 315 410 469</box>
local-p5: Writes the Auckland correspondent of a Waikato contemporary:—People tell me that the prosperity of Auckland now is apparent, not real, and that the stir in building is caused by an expenditure which never came from the North Island. I feel convinced that, after the present impetus, owing to present expenditure, has exhausted itself, there will be a reaction, and Auckland with all its advantages will suffer, notwithstanding its growth. Many people from the South have rushed the Auckland labour market. <box>564 1287 691 1472</box>
johnston-name: E. Johnston, <box>187 430 241 442</box>
johnston-bank: (Next Bank of New Zealand.) <box>433 193 555 204</box>
